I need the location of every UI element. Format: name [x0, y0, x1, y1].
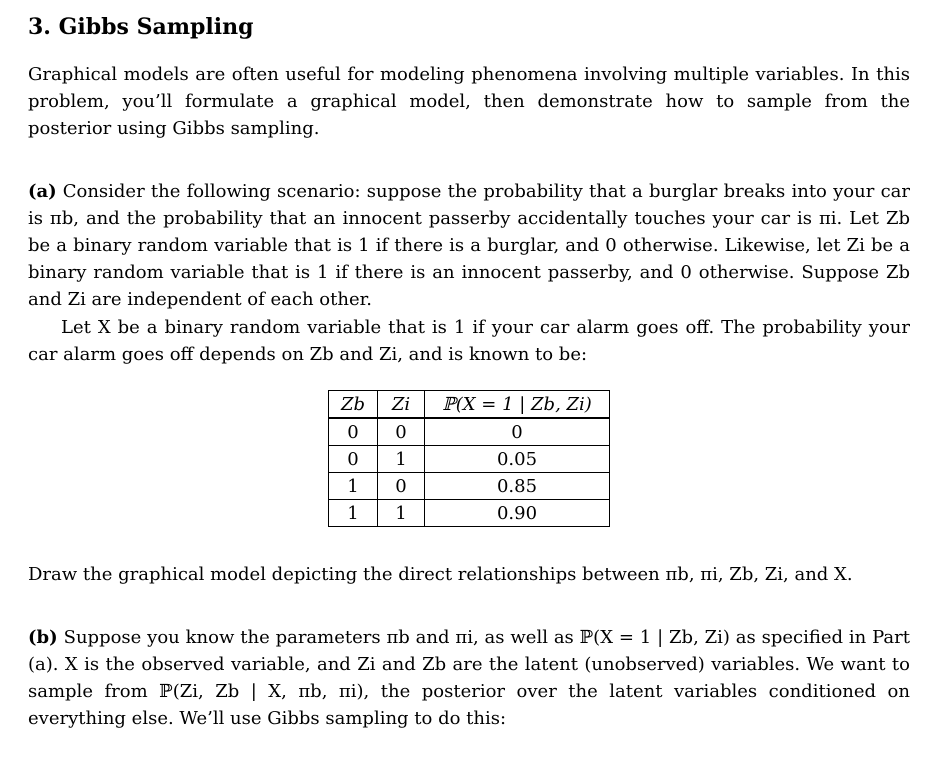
part-a-text: Consider the following scenario: suppose the probability that a burglar breaks into your car is πb, and the probability that an innocent passerby accidentally touches your car is πi. Let Zb be a binary random variable that is 1 if there is a burglar, and 0 otherwise. Likewise, let Zi be a binary random variable that is 1 if there is an innocent passerby, and 0 otherwise. Suppose Zb and Zi are independent of each other. [28, 181, 910, 310]
part-a-paragraph [28, 178, 910, 313]
table-row [329, 473, 610, 500]
intro-paragraph: Graphical models are often useful for modeling phenomena involving multiple variables. In this problem, you’ll formulate a graphical model, then demonstrate how to sample from the posterior using Gibbs sampling. [28, 64, 910, 139]
table-cell: 0 [378, 418, 425, 446]
table-cell: 0 [329, 418, 378, 446]
draw-instruction: Draw the graphical model depicting the direct relationships between πb, πi, Zb, Zi, and X. [28, 564, 853, 585]
table-header-prob: ℙ(X = 1 | Zb, Zi) [425, 391, 610, 419]
table-cell: 1 [378, 500, 425, 527]
table-header-row [329, 391, 610, 419]
part-b-paragraph [28, 624, 910, 732]
table-header-zb: Zb [329, 391, 378, 419]
table-row [329, 500, 610, 527]
table-row [329, 446, 610, 473]
probability-table [328, 390, 610, 527]
part-a-paragraph-2: Let X be a binary random variable that is 1 if your car alarm goes off. The probability your car alarm goes off depends on Zb and Zi, and is known to be: [28, 317, 910, 365]
part-a-label: (a) [28, 181, 57, 202]
table-cell: 0.85 [425, 473, 610, 500]
table-cell: 0 [329, 446, 378, 473]
table-cell: 0.05 [425, 446, 610, 473]
table-cell: 0.90 [425, 500, 610, 527]
table-header-zi: Zi [378, 391, 425, 419]
table-cell: 0 [425, 418, 610, 446]
part-b-label: (b) [28, 627, 58, 648]
table-cell: 0 [378, 473, 425, 500]
table-cell: 1 [378, 446, 425, 473]
part-b-text: Suppose you know the parameters πb and πi, as well as ℙ(X = 1 | Zb, Zi) as specified in Part (a). X is the observed variable, and Zi and Zb are the latent (unobserved) variables. We want to sample from ℙ(Zi, Zb | X, πb, πi), the posterior over the latent variables conditioned on everything else. We’ll use Gibbs sampling to do this: [28, 627, 910, 729]
section-heading: 3. Gibbs Sampling [28, 14, 254, 40]
table-cell: 1 [329, 500, 378, 527]
table-row [329, 418, 610, 446]
table-cell: 1 [329, 473, 378, 500]
